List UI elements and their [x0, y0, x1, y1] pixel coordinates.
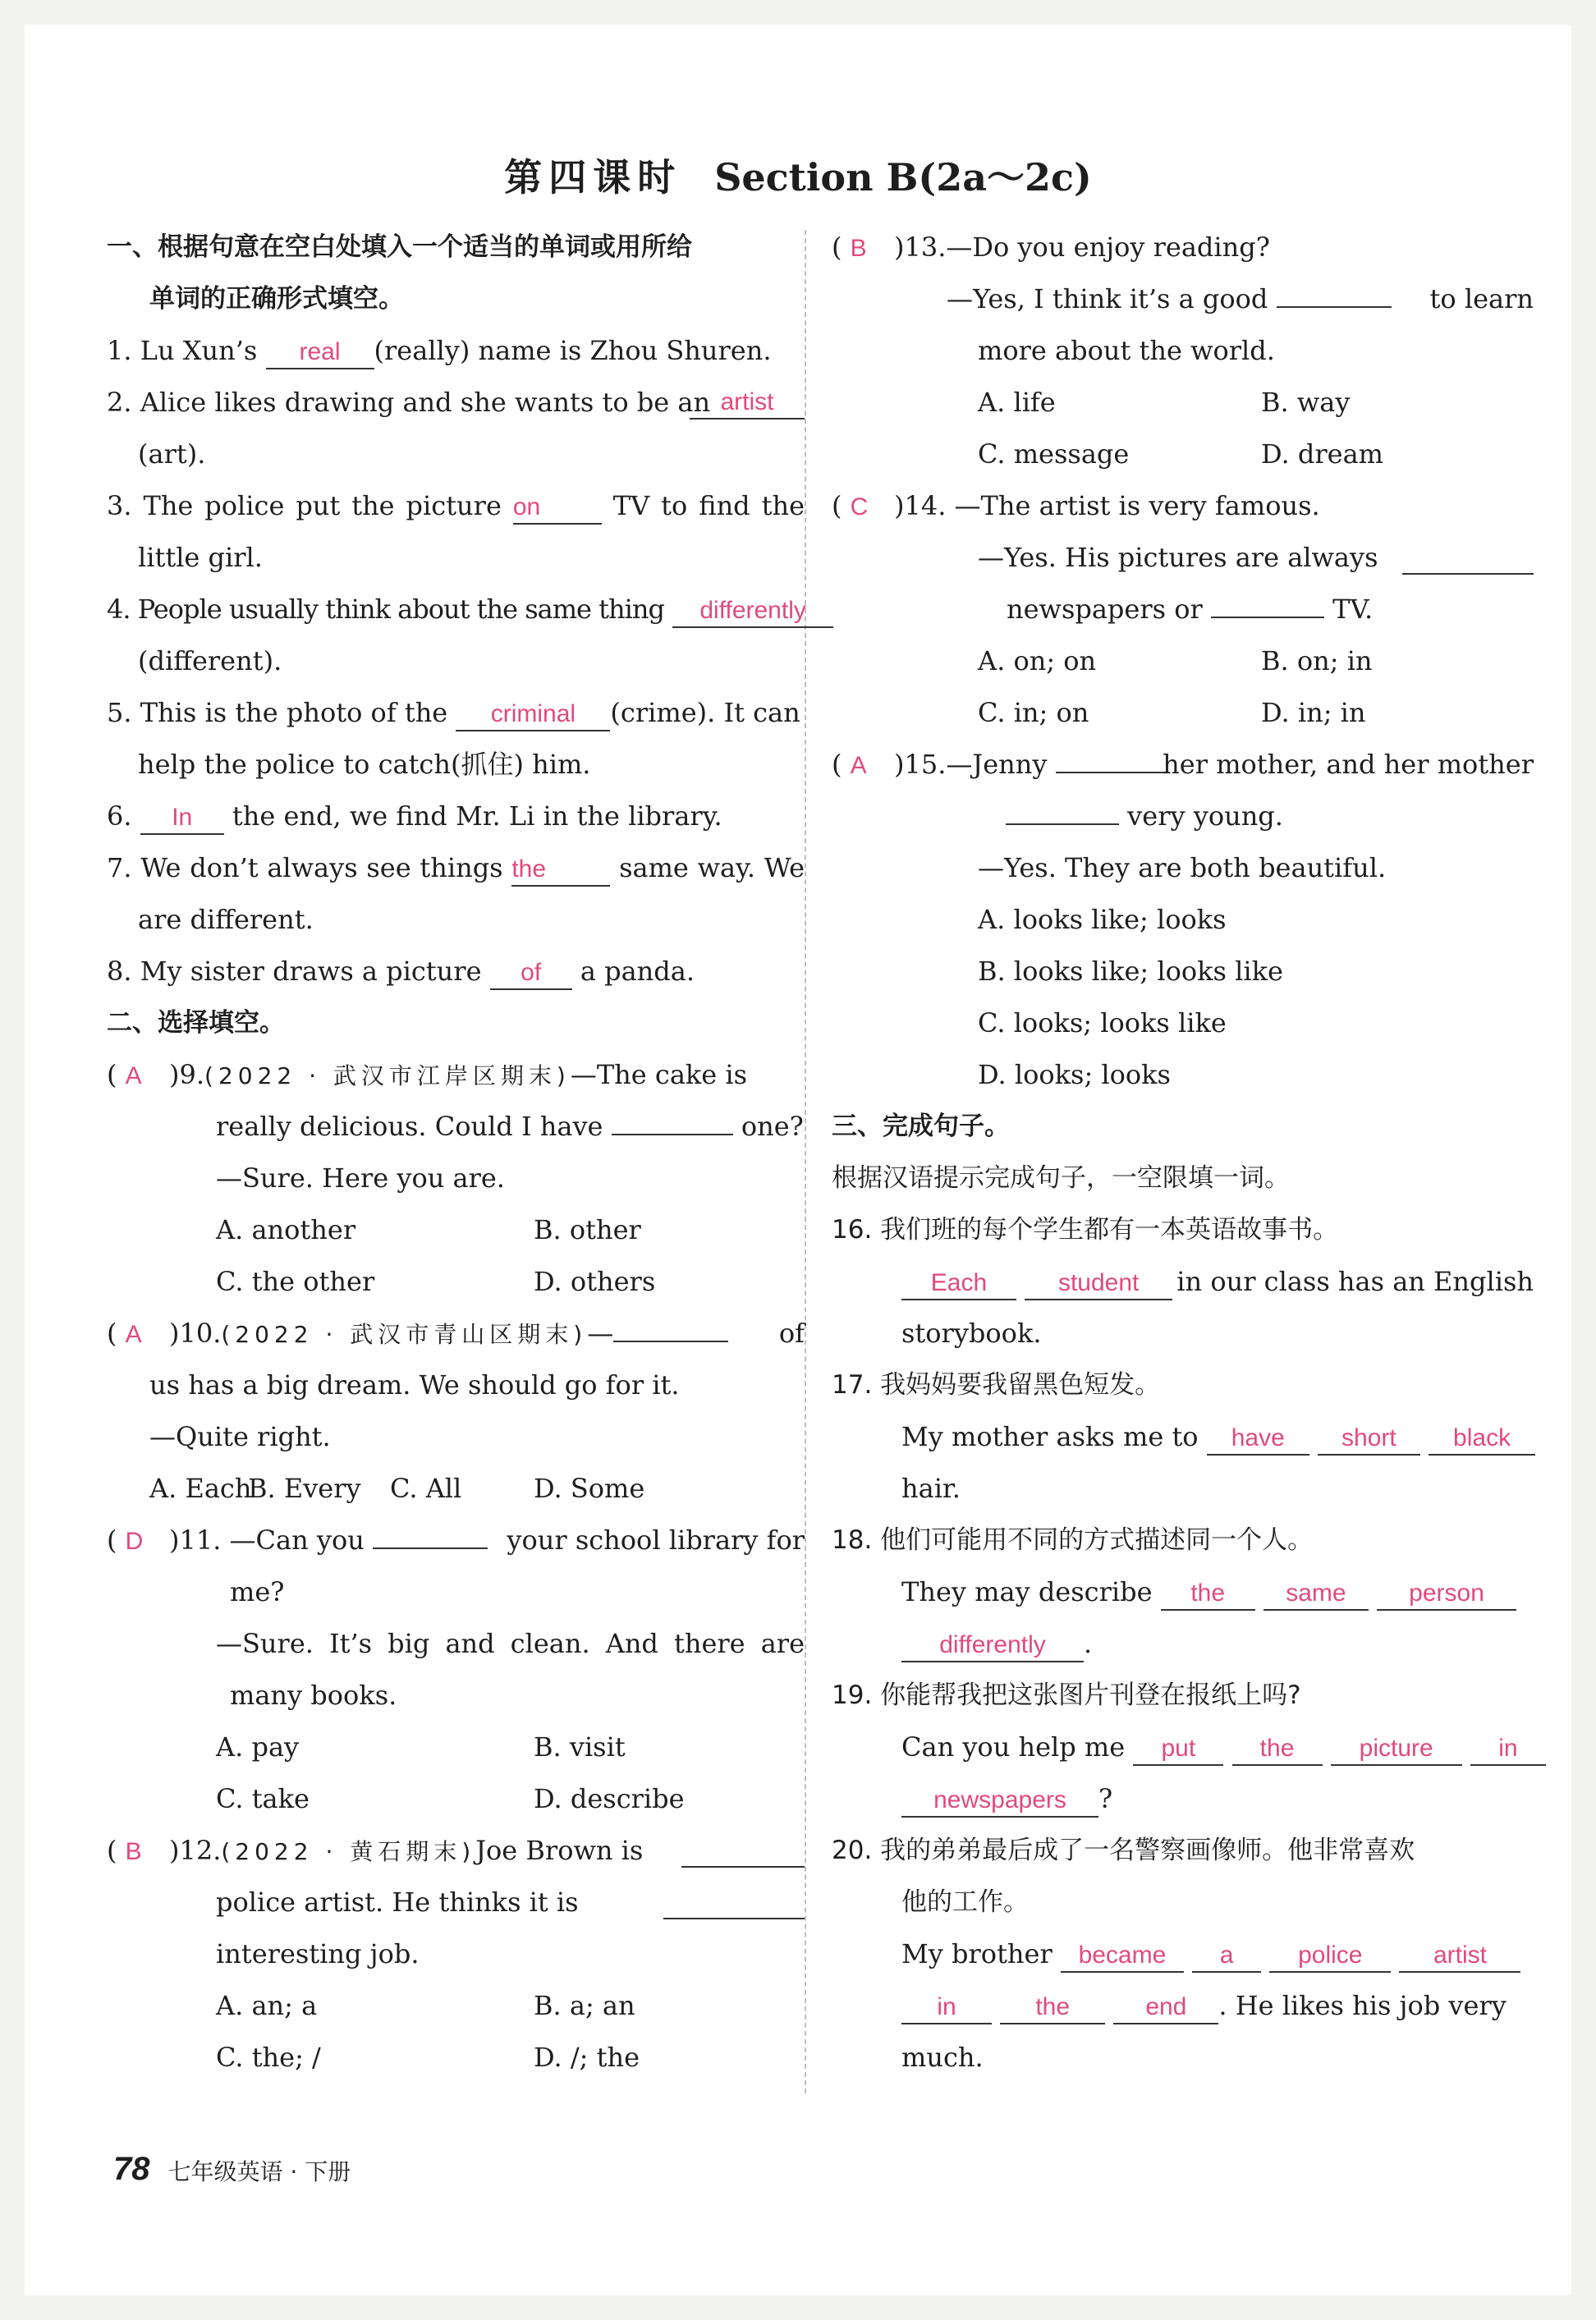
q16-chinese: 16. 我们班的每个学生都有一本英语故事书。: [832, 1215, 1339, 1245]
q12-option-c: C. the; /: [216, 2042, 321, 2073]
q18-answer-3: person: [1409, 1580, 1484, 1607]
part3-instruction: 根据汉语提示完成句子，一空限填一词。: [832, 1163, 1290, 1193]
q9-option-c: C. the other: [216, 1266, 375, 1297]
q20-chinese: 20. 我的弟弟最后成了一名警察画像师。他非常喜欢: [832, 1836, 1415, 1865]
q4-answer: differently: [699, 597, 806, 624]
q15-line2: very young.: [832, 791, 1534, 842]
q13-options-ab: [832, 377, 1534, 429]
q4: 4. People usually think about the same thing differently: [107, 584, 805, 635]
q2-answer: artist: [720, 388, 774, 415]
q14: ( C )14. —The artist is very famous.: [832, 490, 1320, 521]
q14-option-b: B. on; in: [1261, 645, 1373, 676]
q10-line2: us has a big dream. We should go for it.: [149, 1369, 680, 1401]
q11-options-cd: [107, 1773, 805, 1825]
q14-line3: newspapers or TV.: [832, 584, 1534, 635]
q16-answer-2: student: [1057, 1269, 1140, 1296]
page-number: 78: [113, 2151, 150, 2187]
q17-cont: hair.: [901, 1473, 961, 1504]
q19-cont: newspapers ?: [832, 1773, 1534, 1825]
q11-line3: —Sure. It’s big and clean. And there are: [216, 1628, 805, 1659]
q15-answer: A: [850, 752, 867, 779]
q15: ( A )15.—Jenny her mother, and her mother: [832, 739, 1534, 791]
q9-options-ab: [107, 1204, 805, 1256]
q12-answer: B: [125, 1838, 142, 1865]
q13-option-a: A. life: [978, 387, 1056, 418]
q17-answer-1: have: [1231, 1424, 1285, 1451]
q20-chinese-cont: 他的工作。: [901, 1887, 1029, 1917]
q9-option-b: B. other: [534, 1214, 641, 1245]
q5-cont: help the police to catch(抓住) him.: [138, 749, 591, 780]
worksheet-page: [25, 25, 1571, 2295]
q16-cont: storybook.: [901, 1318, 1042, 1349]
q12-option-b: B. a; an: [534, 1990, 635, 2021]
q20-cont: much.: [901, 2042, 984, 2073]
q19-answer-1: put: [1161, 1735, 1196, 1762]
q10-option-d: D. Some: [534, 1473, 645, 1504]
q11: ( D )11. —Can you your school library for: [107, 1515, 805, 1566]
q12-option-a: A. an; a: [216, 1990, 318, 2021]
q12: ( B )12.(2022 · 黄石期末)Joe Brown is: [107, 1825, 805, 1877]
q7-answer: the: [511, 855, 547, 883]
q10-option-c: C. All: [390, 1473, 462, 1504]
q3-answer: on: [512, 493, 541, 520]
q15-option-c: C. looks; looks like: [978, 1007, 1227, 1038]
q13-option-c: C. message: [978, 438, 1130, 470]
q14-line2: —Yes. His pictures are always: [832, 532, 1534, 584]
q3: 3. The police put the picture on TV to find the: [107, 480, 805, 532]
left-column: [107, 222, 805, 2084]
q14-option-d: D. in; in: [1261, 697, 1366, 728]
q9: ( A )9.(2022 · 武汉市江岸区期末)—The cake is: [107, 1059, 748, 1090]
q16-answer-1: Each: [930, 1269, 988, 1296]
q18-cont: differently .: [832, 1618, 1534, 1670]
q19-answer-3: picture: [1359, 1735, 1433, 1762]
part1-heading: 一、根据句意在空白处填入一个适当的单词或用所给: [107, 232, 692, 262]
q20-answer-4: artist: [1433, 1942, 1487, 1969]
q9-option-d: D. others: [534, 1266, 656, 1297]
book-title: 七年级英语 · 下册: [167, 2158, 351, 2185]
column-divider: [805, 230, 806, 2093]
q9-line3: —Sure. Here you are.: [216, 1162, 505, 1194]
q11-option-a: A. pay: [216, 1731, 300, 1763]
q9-answer: A: [125, 1062, 142, 1089]
q11-options-ab: [107, 1722, 805, 1773]
q15-option-d: D. looks; looks: [978, 1059, 1171, 1090]
q17-english: My mother asks me to have short black: [832, 1411, 1534, 1463]
q6-answer: In: [172, 804, 193, 831]
q2-cont: (art).: [138, 438, 206, 470]
q8: 8. My sister draws a picture of a panda.: [107, 946, 805, 997]
part2-heading: 二、选择填空。: [107, 1008, 285, 1038]
q14-option-a: A. on; on: [978, 645, 1097, 676]
q9-options-cd: [107, 1256, 805, 1308]
q12-line3: interesting job.: [216, 1938, 420, 1969]
q10-options: [107, 1463, 805, 1515]
q6: 6. In the end, we find Mr. Li in the library.: [107, 791, 805, 842]
q11-option-c: C. take: [216, 1783, 310, 1814]
q11-option-b: B. visit: [534, 1731, 626, 1763]
q13-options-cd: [832, 429, 1534, 480]
q14-answer: C: [850, 493, 869, 520]
q17-answer-2: short: [1341, 1424, 1396, 1451]
q11-line4: many books.: [230, 1680, 397, 1711]
q19-answer-2: the: [1259, 1735, 1295, 1762]
q20-answer-5: in: [937, 1993, 956, 2020]
q5-answer: criminal: [490, 700, 576, 727]
q18-answer-4: differently: [939, 1631, 1046, 1658]
q18-chinese: 18. 他们可能用不同的方式描述同一个人。: [832, 1525, 1314, 1555]
q15-line3: —Yes. They are both beautiful.: [978, 852, 1387, 883]
part3-heading: 三、完成句子。: [832, 1112, 1010, 1141]
q12-option-d: D. /; the: [534, 2042, 640, 2073]
section-label: Section B(2a～2c): [714, 155, 1092, 199]
q15-option-b: B. looks like; looks like: [978, 956, 1283, 987]
q20-english-cont: in the end . He likes his job very: [832, 1980, 1534, 2032]
q20-answer-7: end: [1145, 1993, 1187, 2020]
q10-option-b: B. Every: [248, 1473, 361, 1504]
q17-chinese: 17. 我妈妈要我留黑色短发。: [832, 1370, 1161, 1400]
q13-line3: more about the world.: [978, 335, 1275, 366]
q10: ( A )10.(2022 · 武汉市青山区期末)— of: [107, 1308, 805, 1359]
part1-heading-line2: 单词的正确形式填空。: [149, 284, 404, 314]
q20-answer-6: the: [1035, 1993, 1071, 2020]
q8-answer: of: [521, 959, 542, 986]
q13-option-d: D. dream: [1261, 438, 1383, 470]
q17-answer-3: black: [1453, 1424, 1511, 1451]
q14-options-ab: [832, 635, 1534, 687]
page-title: [25, 148, 1571, 202]
q18-answer-1: the: [1190, 1580, 1226, 1607]
q11-option-d: D. describe: [534, 1783, 685, 1814]
q18-english: They may describe the same person: [832, 1566, 1534, 1618]
q19-chinese: 19. 你能帮我把这张图片刊登在报纸上吗?: [832, 1680, 1301, 1710]
q14-option-c: C. in; on: [978, 697, 1089, 728]
q14-options-cd: [832, 687, 1534, 739]
q7-cont: are different.: [138, 904, 314, 935]
q1-answer: real: [299, 338, 341, 365]
q20-answer-2: a: [1219, 1942, 1234, 1969]
lesson-label: 第四课时: [504, 155, 682, 199]
q12-line2: police artist. He thinks it is: [107, 1877, 805, 1928]
q20-answer-1: became: [1078, 1942, 1167, 1969]
q12-options-ab: [107, 1980, 805, 2032]
q10-option-a: A. Each: [149, 1473, 252, 1504]
q5: 5. This is the photo of the criminal (crime). It can: [107, 687, 805, 739]
q11-answer: D: [125, 1528, 144, 1555]
page-footer: [113, 2151, 351, 2188]
q13-option-b: B. way: [1261, 387, 1351, 418]
right-column: [832, 222, 1534, 2084]
q9-line2: really delicious. Could I have one?: [107, 1101, 805, 1153]
q19-answer-5: newspapers: [933, 1786, 1066, 1813]
q12-options-cd: [107, 2032, 805, 2084]
q18-answer-2: same: [1286, 1580, 1346, 1607]
q20-english: My brother became a police artist: [832, 1928, 1534, 1980]
q20-answer-3: police: [1298, 1942, 1363, 1969]
q1: 1. Lu Xun’s real (really) name is Zhou Shuren.: [107, 325, 805, 377]
q10-answer: A: [125, 1321, 142, 1348]
q4-cont: (different).: [138, 645, 282, 676]
q7: 7. We don’t always see things the same way. We: [107, 842, 805, 894]
q11-line2: me?: [230, 1576, 285, 1607]
q15-option-a: A. looks like; looks: [978, 904, 1227, 935]
q19-answer-4: in: [1498, 1735, 1518, 1762]
q10-line3: —Quite right.: [149, 1421, 331, 1452]
q16-english: Each student in our class has an English: [832, 1256, 1534, 1308]
q9-option-a: A. another: [216, 1214, 356, 1245]
q3-cont: little girl.: [138, 542, 263, 573]
q13: ( B )13.—Do you enjoy reading?: [832, 232, 1270, 263]
q13-line2: —Yes, I think it’s a good to learn: [832, 273, 1534, 325]
q13-answer: B: [850, 235, 867, 262]
q19-english: Can you help me put the picture in: [832, 1722, 1534, 1773]
q2: 2. Alice likes drawing and she wants to be an artist: [107, 377, 805, 429]
